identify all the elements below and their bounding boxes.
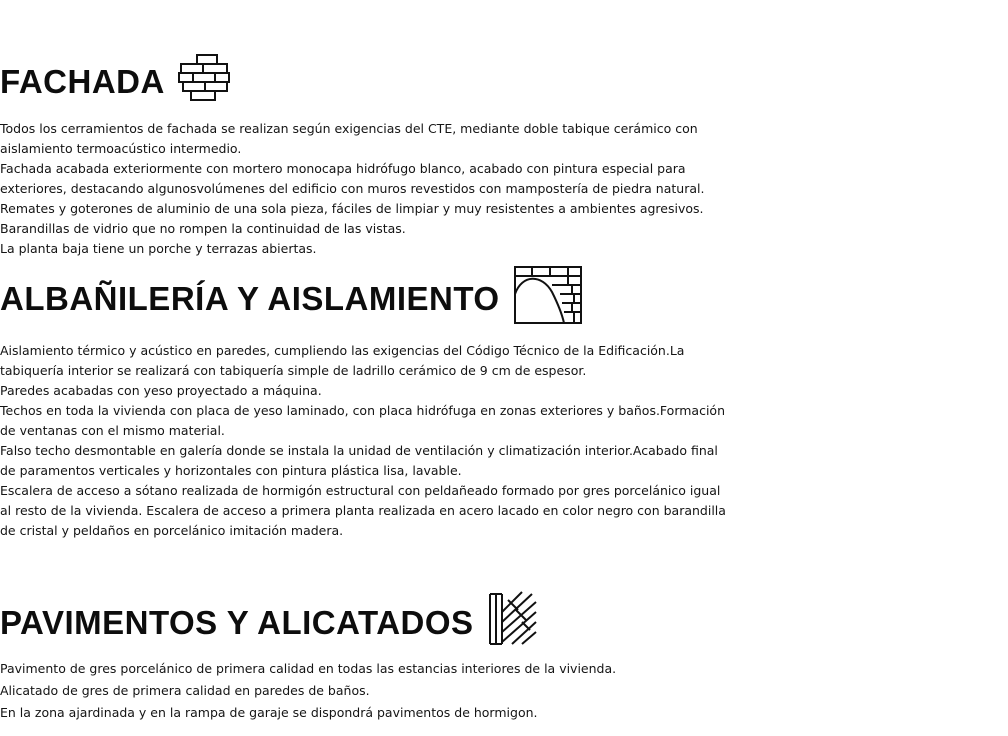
section-albanileria (0, 268, 1008, 541)
body-line: Aislamiento térmico y acústico en paredes, cumpliendo las exigencias del Código Técnico de la Edificación.La (0, 343, 685, 358)
brick-wall-icon (177, 53, 233, 111)
body-line: Todos los cerramientos de fachada se realizan según exigencias del CTE, mediante doble tabique cerámico con (0, 121, 698, 136)
body-line: exteriores, destacando algunosvolúmenes del edificio con muros revestidos con mampostería de piedra natural. (0, 181, 705, 196)
body-line: de paramentos verticales y horizontales con pintura plástica lisa, lavable. (0, 463, 462, 478)
section-fachada (0, 52, 1008, 259)
body-line: aislamiento termoacústico intermedio. (0, 141, 242, 156)
body-line: Paredes acabadas con yeso proyectado a máquina. (0, 383, 322, 398)
body-line: Barandillas de vidrio que no rompen la continuidad de las vistas. (0, 221, 406, 236)
section-body (0, 341, 1008, 541)
tiles-icon (486, 590, 540, 656)
body-line: Techos en toda la vivienda con placa de yeso laminado, con placa hidrófuga en zonas exteriores y baños.Formación (0, 403, 725, 418)
section-title: ALBAÑILERÍA Y AISLAMIENTO (0, 280, 500, 317)
section-title: PAVIMENTOS Y ALICATADOS (0, 604, 474, 641)
body-line: Falso techo desmontable en galería donde se instala la unidad de ventilación y climatización interior.Acabado final (0, 443, 718, 458)
body-line: En la zona ajardinada y en la rampa de garaje se dispondrá pavimentos de hormigon. (0, 705, 538, 720)
section-title: FACHADA (0, 63, 165, 100)
body-line: de ventanas con el mismo material. (0, 423, 225, 438)
brick-arch-icon (512, 264, 584, 334)
section-body (0, 658, 1008, 724)
section-heading (0, 592, 1008, 654)
body-line: Pavimento de gres porcelánico de primera calidad en todas las estancias interiores de la vivienda. (0, 661, 617, 676)
body-line: de cristal y peldaños en porcelánico imitación madera. (0, 523, 344, 538)
body-line: tabiquería interior se realizará con tabiquería simple de ladrillo cerámico de 9 cm de espesor. (0, 363, 587, 378)
section-body (0, 119, 1008, 259)
section-heading (0, 268, 1008, 330)
body-line: Remates y goterones de aluminio de una sola pieza, fáciles de limpiar y muy resistentes a ambientes agresivos. (0, 201, 704, 216)
body-line: Fachada acabada exteriormente con mortero monocapa hidrófugo blanco, acabado con pintura especial para (0, 161, 686, 176)
body-line: al resto de la vivienda. Escalera de acceso a primera planta realizada en acero lacado en color negro con barandilla (0, 503, 726, 518)
section-pavimentos (0, 592, 1008, 724)
section-heading (0, 52, 1008, 112)
body-line: La planta baja tiene un porche y terrazas abiertas. (0, 241, 317, 256)
body-line: Alicatado de gres de primera calidad en paredes de baños. (0, 683, 370, 698)
body-line: Escalera de acceso a sótano realizada de hormigón estructural con peldañeado formado por gres porcelánico igual (0, 483, 721, 498)
